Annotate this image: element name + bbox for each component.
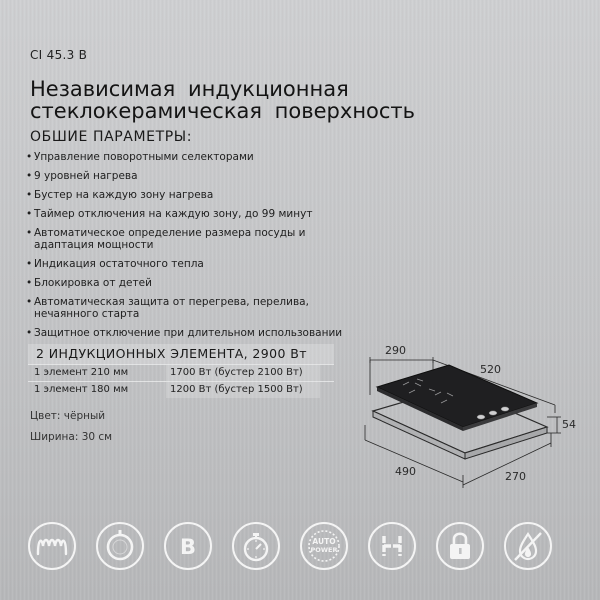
- booster-letter: B: [179, 535, 197, 559]
- elements-header: 2 ИНДУКЦИОННЫХ ЭЛЕМЕНТА, 2900 Вт: [28, 344, 334, 364]
- feature-item: • Блокировка от детей: [26, 277, 366, 290]
- feature-item: • Бустер на каждую зону нагрева: [26, 189, 366, 202]
- product-title: [30, 78, 500, 122]
- dim-top-width: 290: [385, 344, 406, 357]
- no-gas-icon: [504, 522, 552, 570]
- dim-height: 54: [562, 418, 576, 431]
- features-list: [26, 151, 366, 346]
- element-size: 1 элемент 180 мм: [34, 384, 129, 395]
- induction-coil-icon: [28, 522, 76, 570]
- child-lock-icon: [436, 522, 484, 570]
- element-power: 1700 Вт (бустер 2100 Вт): [166, 365, 320, 381]
- table-row: [28, 381, 334, 398]
- product-title-line-2: стеклокерамическая поверхность: [30, 99, 416, 123]
- feature-item: • Индикация остаточного тепла: [26, 258, 366, 271]
- residual-heat-icon: [368, 522, 416, 570]
- booster-icon: [164, 522, 212, 570]
- dimension-drawing: [355, 335, 590, 495]
- feature-item: • Таймер отключения на каждую зону, до 99 минут: [26, 208, 366, 221]
- power-label: POWER: [310, 546, 338, 554]
- auto-label: AUTO: [312, 537, 336, 546]
- feature-item: • Автоматическая защита от перегрева, перелива, нечаянного старта: [26, 296, 366, 321]
- element-size: 1 элемент 210 мм: [34, 367, 129, 378]
- feature-item: • Управление поворотными селекторами: [26, 151, 366, 164]
- color-info: Цвет: чёрный: [30, 410, 106, 422]
- dim-cutout-width: 270: [505, 470, 526, 483]
- feature-item: • Автоматическое определение размера посуды и адаптация мощности: [26, 227, 366, 252]
- width-info: Ширина: 30 см: [30, 431, 113, 443]
- params-heading: ОБШИЕ ПАРАМЕТРЫ:: [30, 129, 193, 145]
- dim-cutout-depth: 490: [395, 465, 416, 478]
- element-power: 1200 Вт (бустер 1500 Вт): [166, 382, 320, 398]
- auto-power-icon: [300, 522, 348, 570]
- model-code: CI 45.3 B: [30, 48, 88, 62]
- feature-item: • 9 уровней нагрева: [26, 170, 366, 183]
- product-title-line-1: Независимая индукционная: [30, 77, 349, 101]
- timer-icon: [232, 522, 280, 570]
- dim-top-depth: 520: [480, 363, 501, 376]
- feature-item: • Защитное отключение при длительном использовании: [26, 327, 366, 340]
- table-row: [28, 364, 334, 381]
- rotary-knob-icon: [96, 522, 144, 570]
